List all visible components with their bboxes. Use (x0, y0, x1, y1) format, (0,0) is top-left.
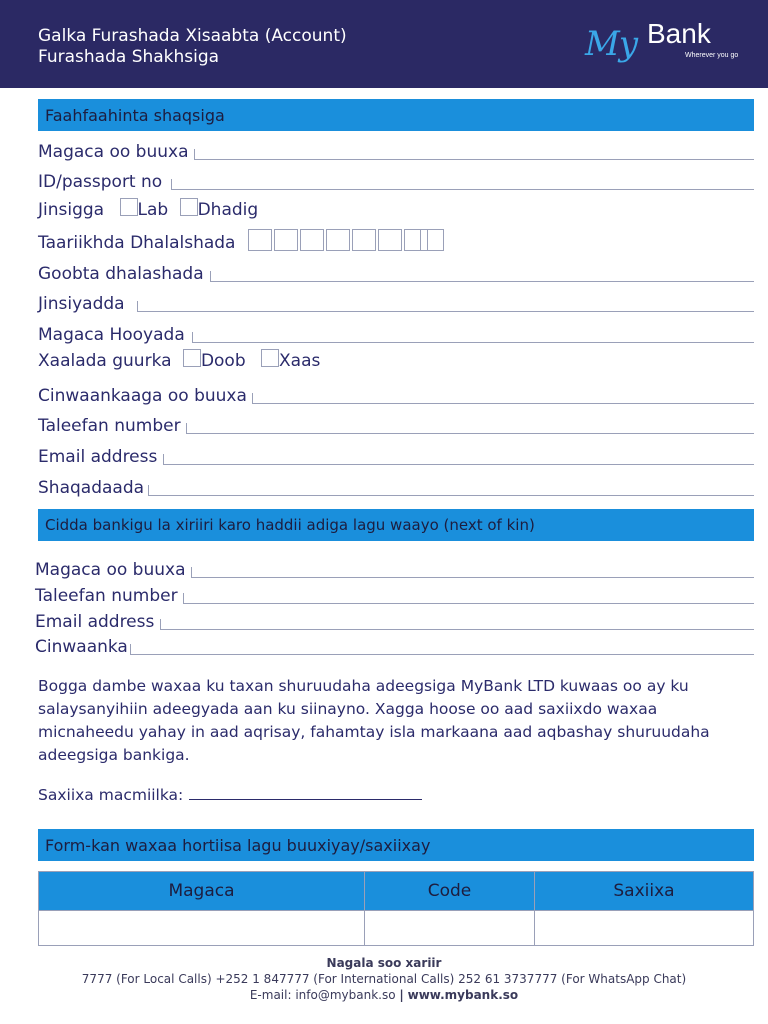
dob-box-1[interactable] (248, 229, 272, 251)
label-nok-address: Cinwaanka (35, 637, 128, 657)
footer (0, 955, 768, 1003)
label-dob: Taariikhda Dhalalshada (38, 233, 236, 253)
label-married: Xaas (279, 351, 321, 371)
logo-script: My (585, 24, 638, 64)
label-occupation: Shaqadaada (38, 478, 145, 498)
officer-table (38, 871, 754, 946)
row-nationality (38, 290, 754, 314)
row-dob (38, 229, 754, 253)
label-phone: Taleefan number (38, 416, 181, 436)
input-nationality[interactable] (137, 301, 754, 312)
label-single: Doob (200, 351, 246, 371)
contact-title: Nagala soo xariir (326, 956, 442, 970)
checkbox-male[interactable] (120, 198, 138, 216)
contact-phones: 7777 (For Local Calls) +252 1 847777 (For International Calls) 252 61 3737777 (For WhatsApp Chat) (81, 972, 687, 986)
row-email (38, 443, 754, 467)
row-full-name (38, 138, 754, 162)
form-subtitle: Furashada Shakhsiga (38, 47, 220, 67)
input-birthplace[interactable] (210, 271, 754, 282)
logo-name: Bank (647, 18, 711, 49)
dob-box-3[interactable] (300, 229, 324, 251)
row-mother-name (38, 321, 754, 345)
label-gender: Jinsigga (38, 200, 105, 220)
row-address (38, 382, 754, 406)
logo-tagline: Wherever you go (685, 52, 739, 59)
label-mother-name: Magaca Hooyada (38, 325, 185, 345)
row-marital (38, 350, 754, 374)
label-nok-email: Email address (35, 612, 155, 632)
label-birthplace: Goobta dhalashada (38, 264, 204, 284)
section-next-of-kin-heading: Cidda bankigu la xiriiri karo haddii adiga lagu waayo (next of kin) (38, 509, 754, 541)
label-email: Email address (38, 447, 158, 467)
input-email[interactable] (163, 454, 754, 465)
contact-email[interactable]: E-mail: info@mybank.so (249, 988, 396, 1002)
footer-separator: | (399, 988, 404, 1002)
row-nok-phone (35, 582, 754, 606)
dob-box-4[interactable] (326, 229, 350, 251)
input-nok-address[interactable] (130, 644, 754, 655)
label-male: Lab (137, 200, 169, 220)
checkbox-single[interactable] (183, 349, 201, 367)
dob-box-6[interactable] (378, 229, 402, 251)
dob-box-2[interactable] (274, 229, 298, 251)
input-phone[interactable] (186, 423, 754, 434)
row-nok-email (35, 608, 754, 632)
checkbox-married[interactable] (261, 349, 279, 367)
signature-line[interactable] (189, 799, 422, 800)
page-header (0, 0, 768, 88)
dob-box-5[interactable] (352, 229, 376, 251)
row-phone (38, 412, 754, 436)
section-officer-heading: Form-kan waxaa hortiisa lagu buuxiyay/saxiixay (38, 829, 754, 861)
row-birthplace (38, 260, 754, 284)
label-id: ID/passport no (38, 172, 163, 192)
row-nok-name (35, 556, 754, 580)
cell-officer-code[interactable] (365, 911, 535, 946)
signature-label: Saxiixa macmiilka: (38, 786, 184, 804)
officer-table-header (39, 872, 754, 911)
input-nok-email[interactable] (160, 619, 754, 630)
input-nok-phone[interactable] (183, 593, 754, 604)
col-signature: Saxiixa (535, 872, 754, 911)
checkbox-female[interactable] (180, 198, 198, 216)
row-nok-address (35, 633, 754, 657)
cell-officer-signature[interactable] (535, 911, 754, 946)
col-code: Code (365, 872, 535, 911)
cell-officer-name[interactable] (39, 911, 365, 946)
label-full-name: Magaca oo buuxa (38, 142, 189, 162)
input-occupation[interactable] (148, 485, 754, 496)
form-title: Galka Furashada Xisaabta (Account) (38, 26, 347, 46)
label-female: Dhadig (197, 200, 259, 220)
input-mother-name[interactable] (192, 332, 754, 343)
contact-website[interactable]: www.mybank.so (407, 988, 519, 1002)
input-id[interactable] (171, 179, 754, 190)
label-marital: Xaalada guurka (38, 351, 172, 371)
section-personal-heading: Faahfaahinta shaqsiga (38, 99, 754, 131)
input-full-name[interactable] (194, 149, 754, 160)
col-name: Magaca (39, 872, 365, 911)
label-address: Cinwaankaaga oo buuxa (38, 386, 247, 406)
officer-table-row (39, 911, 754, 946)
row-id (38, 168, 754, 192)
mybank-logo (585, 18, 745, 78)
input-address[interactable] (252, 393, 754, 404)
row-occupation (38, 474, 754, 498)
row-gender (38, 199, 754, 223)
label-nok-phone: Taleefan number (35, 586, 178, 606)
label-nationality: Jinsiyadda (38, 294, 125, 314)
input-nok-name[interactable] (191, 567, 754, 578)
dob-box-8[interactable] (420, 229, 444, 251)
terms-paragraph: Bogga dambe waxaa ku taxan shuruudaha adeegsiga MyBank LTD kuwaas oo ay ku salaysanyihiin adeegyada aan ku siinayno. Xagga hoose oo aad saxiixdo waxaa micnaheedu yahay in aad aqrisay, fahamtay isla markaana aad aqbashay shuruudaha adeegsiga bankiga. (38, 677, 710, 764)
label-nok-name: Magaca oo buuxa (35, 560, 186, 580)
